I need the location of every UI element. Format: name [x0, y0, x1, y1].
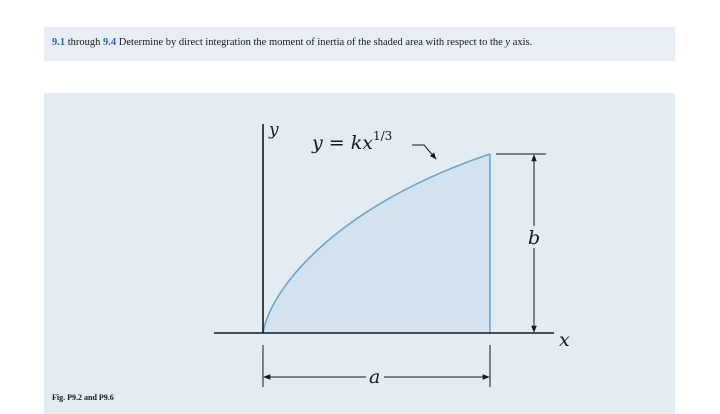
- problem-number-end: 9.4: [103, 37, 117, 48]
- height-label: b: [528, 227, 541, 249]
- figure-panel: [44, 93, 675, 414]
- y-axis-label: y: [269, 120, 279, 140]
- shaded-area: [263, 154, 490, 333]
- figure-caption: Fig. P9.2 and P9.6: [52, 393, 114, 402]
- width-label: a: [369, 366, 381, 388]
- problem-connector: through: [67, 37, 101, 48]
- problem-text: Determine by direct integration the moment of inertia of the shaded area with respect to the: [118, 37, 503, 48]
- area-diagram: [44, 93, 675, 414]
- problem-statement: [44, 27, 675, 61]
- x-axis-label: x: [559, 329, 570, 351]
- problem-axis-var: y: [505, 37, 511, 48]
- problem-axis-word: axis.: [512, 37, 533, 48]
- equation-exponent: 1/3: [372, 129, 393, 143]
- equation-label: [311, 129, 392, 154]
- problem-number-start: 9.1: [52, 37, 66, 48]
- equation-leader-arrow: [412, 145, 436, 159]
- equation-lhs: y = kx: [312, 132, 373, 154]
